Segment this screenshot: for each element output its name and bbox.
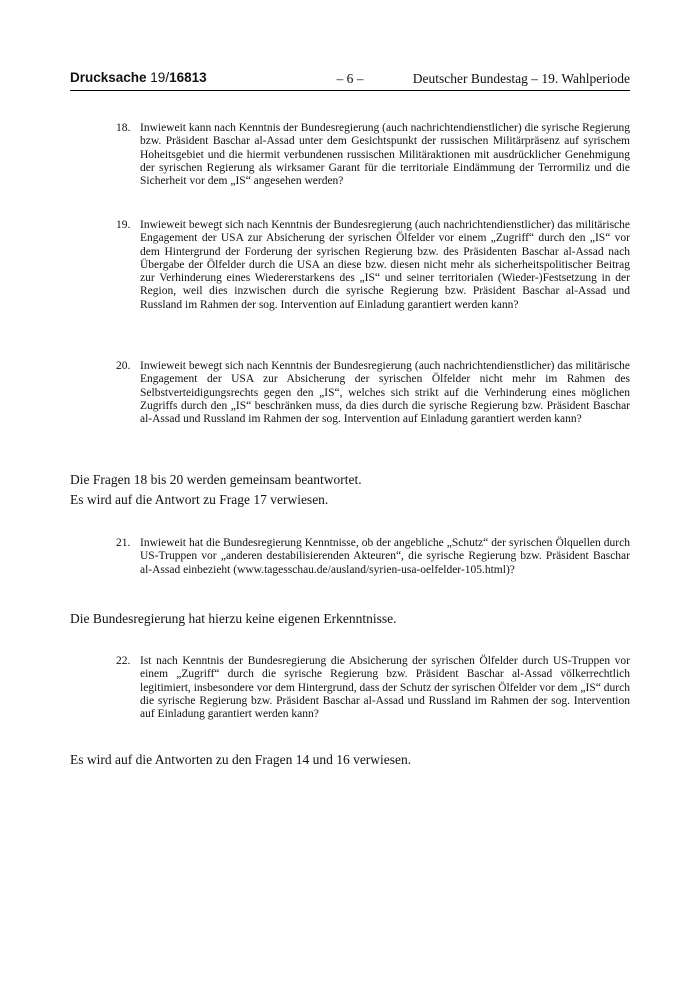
header-title: Deutscher Bundestag – 19. Wahlperiode xyxy=(412,71,630,86)
question-number: 19. xyxy=(116,219,131,231)
question-22 xyxy=(116,655,630,721)
period-number: 19/ xyxy=(150,70,170,85)
answer-18-20-reference: Es wird auf die Antwort zu Frage 17 verwiesen. xyxy=(70,492,329,507)
question-20 xyxy=(116,360,630,426)
answer-18-20-joint: Die Fragen 18 bis 20 werden gemeinsam beantwortet. xyxy=(70,472,362,487)
question-19 xyxy=(116,219,630,312)
page-header xyxy=(70,68,630,91)
question-number: 20. xyxy=(116,360,131,372)
question-text: Ist nach Kenntnis der Bundesregierung die Absicherung der syrischen Ölfelder durch US-Truppen vor einem „Zugriff“ durch die syrische Regierung bzw. Präsident Baschar al-Assad völkerrechtlich legitimiert, insbesondere vor dem Hintergrund, dass der Schutz der syrischen Ölfelder vor dem „IS“ durch die syrische Regierung bzw. Präsident Baschar al-Assad und Russland im Rahmen der sog. Intervention auf Einladung garantiert werden kann? xyxy=(140,655,630,721)
question-text: Inwieweit bewegt sich nach Kenntnis der Bundesregierung (auch nachrichtendienstlicher) das militärische Engagement der USA zur Absicherung der syrischen Ölfelder vor einem „Zugriff“ durch den „IS“ vor dem Hintergrund der Forderung der syrischen Regierung bzw. des Präsidenten Baschar al-Assad nach Übergabe der Ölfelder durch die USA an diese bzw. diesen nicht mehr als sicherheitspolitischer Beitrag zur Verhinderung eines Wiedererstarkens des „IS“ und seiner territorialen (Wieder-)Festsetzung in der Region, weil dies inzwischen durch die syrische Regierung bzw. Präsident Baschar al-Assad und Russland im Rahmen der sog. Intervention auf Einladung garantiert werden kann? xyxy=(140,219,630,311)
page-number: – 6 – xyxy=(336,71,364,86)
question-text: Inwieweit bewegt sich nach Kenntnis der Bundesregierung (auch nachrichtendienstlicher) das militärische Engagement der USA zur Absicherung der syrischen Ölfelder nicht mehr im Rahmen des Selbstverteidigungsrechts gegen den „IS“, welches sich strikt auf die Verhinderung eines möglichen Zugriffs durch den „IS“ beschränken muss, da dies durch die syrische Regierung bzw. Präsident Baschar al-Assad und Russland im Rahmen der sog. Intervention auf Einladung garantiert werden kann? xyxy=(140,360,630,426)
document-label: Drucksache xyxy=(70,70,151,85)
question-number: 22. xyxy=(116,655,131,667)
question-text: Inwieweit hat die Bundesregierung Kenntnisse, ob der angebliche „Schutz“ der syrischen Ölquellen durch US-Truppen vor „anderen destabilisierenden Akteuren“, die syrische Regierung bzw. Präsident Baschar al-Assad einbezieht (www.tagesschau.de/ausland/syrien-usa-oelfelder-105.html)? xyxy=(140,537,630,576)
question-number: 18. xyxy=(116,122,131,134)
answer-22: Es wird auf die Antworten zu den Fragen 14 und 16 verwiesen. xyxy=(70,752,412,767)
answer-21: Die Bundesregierung hat hierzu keine eigenen Erkenntnisse. xyxy=(70,611,397,626)
question-text: Inwieweit kann nach Kenntnis der Bundesregierung (auch nachrichtendienstlicher) die syrische Regierung bzw. Präsident Baschar al-Assad unter dem Gesichtspunkt der russischen Militärpräsenz auf syrischem Hoheitsgebiet und die hiermit verbundenen russischen Militäraktionen mit ausdrücklicher Genehmigung der syrischen Regierung als wirksamer Garant für die territoriale Eindämmung der Terrormiliz und die Sicherheit vor dem „IS“ angesehen werden? xyxy=(140,122,630,188)
print-number: 16813 xyxy=(169,70,207,85)
question-18 xyxy=(116,122,630,188)
question-21 xyxy=(116,537,630,577)
question-number: 21. xyxy=(116,537,131,549)
